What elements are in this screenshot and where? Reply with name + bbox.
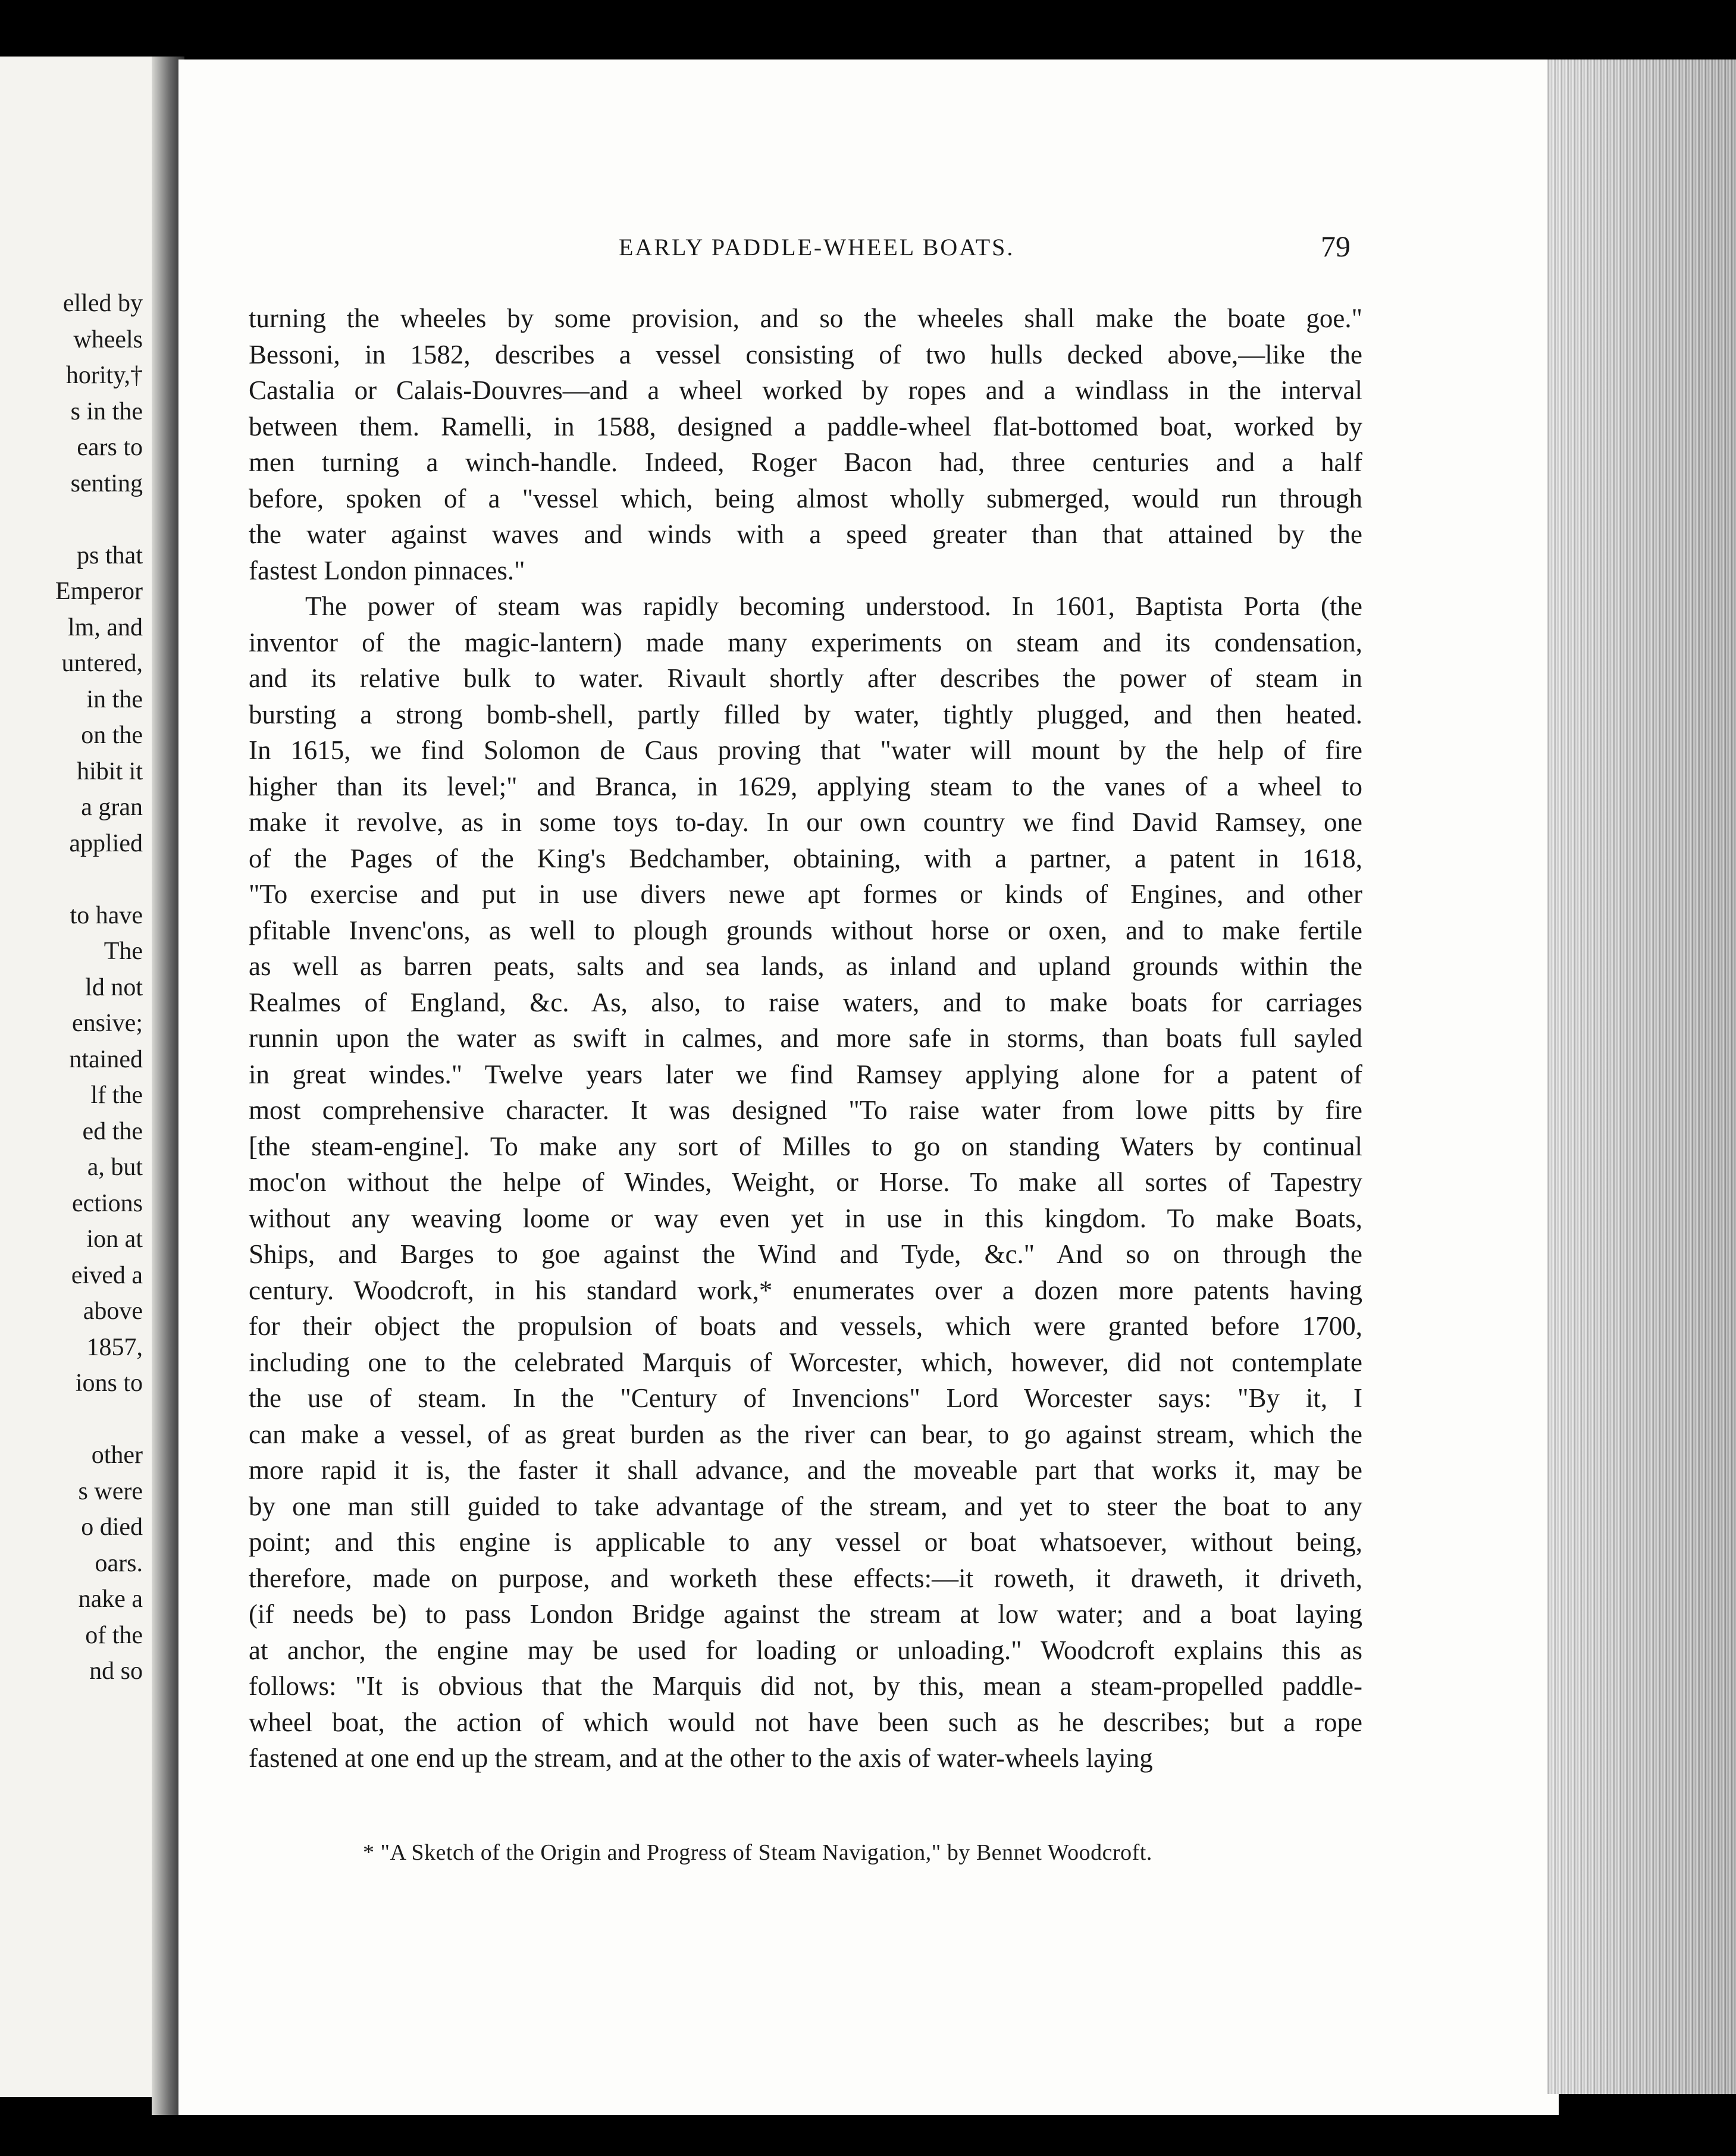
left-page-line: nd so	[89, 1657, 143, 1685]
left-page-line: ntained	[69, 1045, 143, 1073]
text-line: Realmes of England, &c. As, also, to raise waters, and to make boats for carriages	[249, 987, 1362, 1017]
text-line: by one man still guided to take advantage of the stream, and yet to steer the boat to any	[249, 1491, 1362, 1521]
left-page-line: untered,	[61, 650, 143, 677]
left-page-line: a gran	[81, 794, 143, 821]
text-line: Ships, and Barges to goe against the Wind and Tyde, &c." And so on through the	[249, 1239, 1362, 1269]
text-line: in great windes." Twelve years later we find Ramsey applying alone for a patent of	[249, 1059, 1362, 1089]
text-line: of the Pages of the King's Bedchamber, obtaining, with a partner, a patent in 1618,	[249, 843, 1362, 873]
left-page-line: Emperor	[55, 578, 143, 605]
text-line: [the steam-engine]. To make any sort of Milles to go on standing Waters by continual	[249, 1131, 1362, 1161]
left-page-line: ions to	[75, 1370, 143, 1397]
text-line: before, spoken of a "vessel which, being almost wholly submerged, would run through	[249, 483, 1362, 513]
left-page-line: a, but	[87, 1154, 143, 1181]
text-line: turning the wheeles by some provision, and so the wheeles shall make the boate goe."	[249, 303, 1362, 333]
text-line: therefore, made on purpose, and worketh these effects:—it roweth, it draweth, it driveth,	[249, 1563, 1362, 1593]
left-page-line	[55, 1402, 143, 1438]
left-page-line: other	[91, 1441, 143, 1469]
left-page-line	[55, 861, 143, 898]
text-line: fastened at one end up the stream, and at the other to the axis of water-wheels laying	[249, 1743, 1153, 1773]
text-line: bursting a strong bomb-shell, partly filled by water, tightly plugged, and then heated.	[249, 699, 1362, 729]
left-page-line: on the	[81, 722, 143, 749]
running-head: EARLY PADDLE-WHEEL BOATS.	[619, 234, 1015, 261]
left-page-line: ections	[72, 1189, 143, 1217]
left-page-line: ensive;	[72, 1010, 143, 1037]
left-page-line: ears to	[77, 434, 143, 461]
text-line: most comprehensive character. It was designed "To raise water from lowe pitts by fire	[249, 1095, 1362, 1125]
text-line: follows: "It is obvious that the Marquis did not, by this, mean a steam-propelled paddle-	[249, 1671, 1362, 1701]
left-page-line: ed the	[82, 1117, 143, 1145]
left-page-line: nake a	[78, 1585, 143, 1613]
text-line: without any weaving loome or way even yet in use in this kingdom. To make Boats,	[249, 1203, 1362, 1233]
left-page-line: The	[104, 938, 143, 965]
left-page-line: eived a	[71, 1261, 143, 1289]
text-line: The power of steam was rapidly becoming understood. In 1601, Baptista Porta (the	[305, 591, 1362, 621]
left-page-line: hority,†	[65, 362, 143, 389]
left-page-line: ion at	[86, 1226, 143, 1253]
left-page-text	[55, 286, 143, 1690]
left-page-line: ps that	[77, 541, 143, 569]
left-page-line: of the	[85, 1621, 143, 1649]
left-page-line: o died	[81, 1513, 143, 1541]
text-line: men turning a winch-handle. Indeed, Roger Bacon had, three centuries and a half	[249, 447, 1362, 477]
left-page-line: elled by	[62, 290, 143, 317]
text-line: the use of steam. In the "Century of Invencions" Lord Worcester says: "By it, I	[249, 1383, 1362, 1413]
left-page-line: senting	[70, 469, 143, 497]
left-facing-page	[0, 57, 167, 2097]
left-page-line: wheels	[73, 325, 143, 353]
text-line: inventor of the magic-lantern) made many experiments on steam and its condensation,	[249, 627, 1362, 657]
text-line: make it revolve, as in some toys to-day. In our own country we find David Ramsey, one	[249, 807, 1362, 837]
text-line: as well as barren peats, salts and sea lands, as inland and upland grounds within the	[249, 951, 1362, 981]
text-line: can make a vessel, of as great burden as the river can bear, to go against stream, which the	[249, 1419, 1362, 1449]
text-line: the water against waves and winds with a speed greater than that attained by the	[249, 519, 1362, 549]
left-page-line: lf the	[90, 1082, 143, 1109]
page-edges-shade	[1547, 59, 1736, 2094]
left-page-line: 1857,	[86, 1333, 143, 1361]
text-line: (if needs be) to pass London Bridge against the stream at low water; and a boat laying	[249, 1599, 1362, 1629]
body-text	[249, 300, 1362, 1776]
text-line: "To exercise and put in use divers newe apt formes or kinds of Engines, and other	[249, 879, 1362, 909]
left-page-line: applied	[69, 829, 143, 857]
text-line: between them. Ramelli, in 1588, designed a paddle-wheel flat-bottomed boat, worked by	[249, 411, 1362, 441]
left-page-line: oars.	[95, 1549, 143, 1577]
text-line: runnin upon the water as swift in calmes, and more safe in storms, than boats full sayled	[249, 1023, 1362, 1053]
text-line: century. Woodcroft, in his standard work,* enumerates over a dozen more patents having	[249, 1275, 1362, 1305]
text-line: and its relative bulk to water. Rivault shortly after describes the power of steam in	[249, 663, 1362, 693]
left-page-line: s were	[78, 1477, 143, 1505]
text-line: moc'on without the helpe of Windes, Weight, or Horse. To make all sortes of Tapestry	[249, 1167, 1362, 1197]
text-line: In 1615, we find Solomon de Caus proving that "water will mount by the help of fire	[249, 735, 1362, 765]
text-line: for their object the propulsion of boats and vessels, which were granted before 1700,	[249, 1311, 1362, 1341]
text-line: including one to the celebrated Marquis of Worcester, which, however, did not contemplate	[249, 1347, 1362, 1377]
text-line: fastest London pinnaces."	[249, 555, 525, 585]
text-line: more rapid it is, the faster it shall advance, and the moveable part that works it, may be	[249, 1455, 1362, 1485]
text-line: Bessoni, in 1582, describes a vessel consisting of two hulls decked above,—like the	[249, 339, 1362, 369]
text-line: Castalia or Calais-Douvres—and a wheel worked by ropes and a windlass in the interval	[249, 375, 1362, 405]
left-page-line: hibit it	[77, 757, 143, 785]
text-line: higher than its level;" and Branca, in 1629, applying steam to the vanes of a wheel to	[249, 771, 1362, 801]
text-line: wheel boat, the action of which would not have been such as he describes; but a rope	[249, 1707, 1362, 1737]
footnote: * "A Sketch of the Origin and Progress of Steam Navigation," by Bennet Woodcroft.	[363, 1840, 1152, 1865]
left-page-line: lm, and	[68, 613, 143, 641]
left-page-line: s in the	[70, 397, 143, 425]
left-page-line: in the	[86, 685, 143, 713]
left-page-line	[55, 502, 143, 538]
text-line: pfitable Invenc'ons, as well to plough grounds without horse or oxen, and to make fertile	[249, 915, 1362, 945]
left-page-line: ld not	[85, 973, 143, 1001]
left-page-line: to have	[70, 901, 143, 929]
page-number: 79	[1321, 230, 1350, 263]
left-page-line: above	[83, 1298, 143, 1325]
text-line: point; and this engine is applicable to any vessel or boat whatsoever, without being,	[249, 1527, 1362, 1557]
text-line: at anchor, the engine may be used for loading or unloading." Woodcroft explains this as	[249, 1635, 1362, 1665]
